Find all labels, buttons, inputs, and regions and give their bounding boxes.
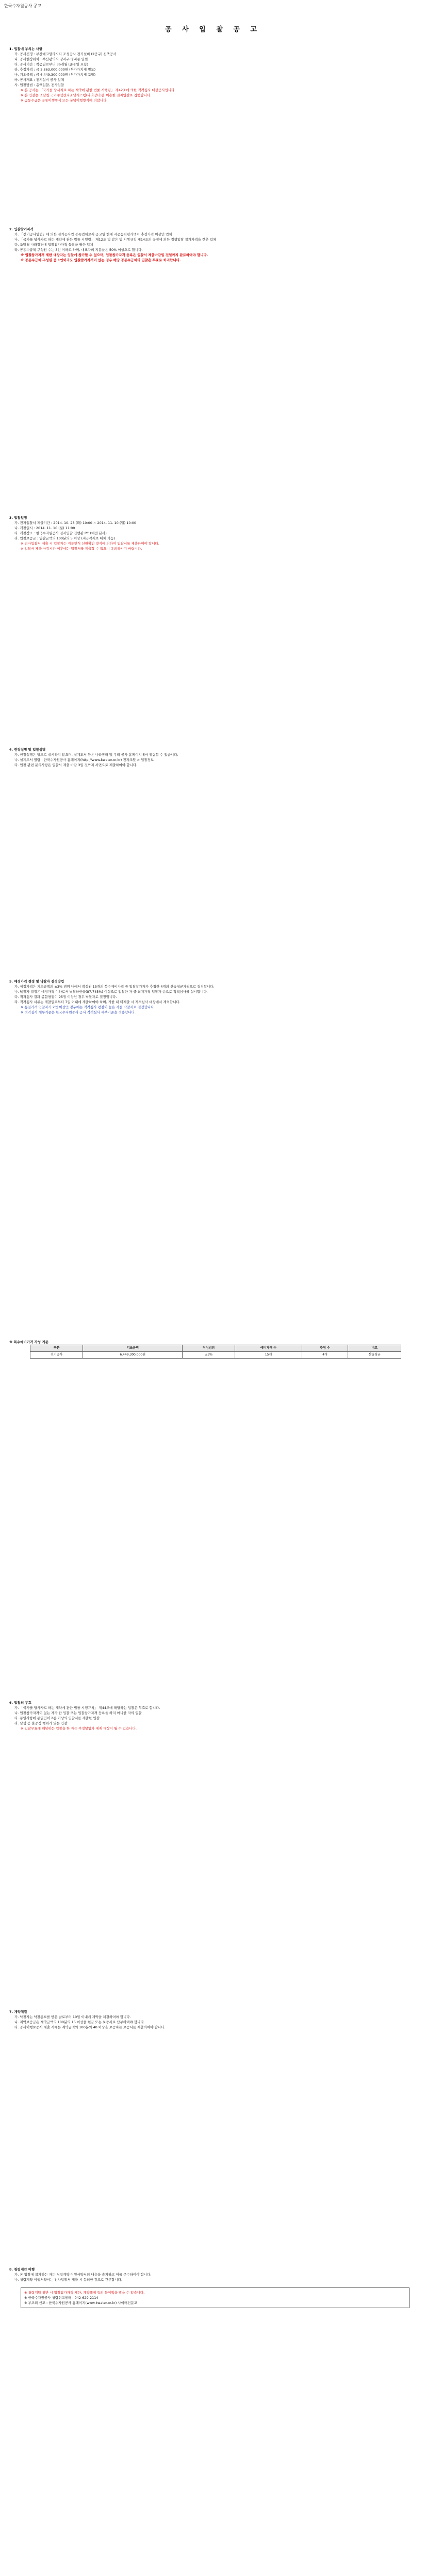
- section-heading: 7. 계약체결: [9, 2010, 27, 2014]
- section-4: [9, 747, 422, 768]
- note-line: ※ 공동수급체 구성원 중 1인이라도 입찰참가자격이 없는 경우 해당 공동수급체의 입찰은 무효로 처리합니다.: [21, 258, 181, 262]
- note-line: ※ 동일가격 입찰자가 2인 이상인 경우에는 적격심사 평점이 높은 자를 낙찰자로 결정합니다.: [21, 1005, 155, 1009]
- section-8: [9, 2267, 422, 2282]
- integrity-box: [21, 2287, 409, 2308]
- note-line: ※ 입찰서 제출 마감시간 이후에는 입찰서를 제출할 수 없으니 유의하시기 바랍니다.: [21, 547, 142, 551]
- note-line: ※ 전자입찰서 제출 시 입찰자는 지문인식 신원확인 방식에 의하여 입찰서를 제출하여야 합니다.: [21, 541, 159, 546]
- section-line: 가. 현장설명은 별도로 실시하지 않으며, 설계도서 등은 나라장터 및 우리 공사 홈페이지에서 열람할 수 있습니다.: [14, 753, 178, 757]
- section-heading: 3. 입찰일정: [9, 516, 27, 520]
- table-header-cell: 구분: [30, 1345, 83, 1352]
- org-line: 한국수자원공사 공고: [4, 4, 42, 8]
- table-header-cell: 기초금액: [83, 1345, 182, 1352]
- note-line: ※ 입찰무효에 해당하는 입찰을 한 자는 부정당업자 제재 대상이 될 수 있습니다.: [21, 1726, 137, 1731]
- section-line: 나. 입찰참가자격이 없는 자가 한 입찰 또는 입찰참가자격 등록을 하지 아니한 자의 입찰: [14, 1711, 142, 1715]
- section-line: 라. 추정가격 : 금 5,863,000,000원 (부가가치세 별도): [14, 67, 96, 72]
- notice-title: 공 사 입 찰 공 고: [165, 26, 261, 33]
- section-line: 다. 적격심사 결과 종합평점이 95점 이상인 경우 낙찰자로 결정합니다.: [14, 995, 117, 999]
- table-cell: 15개: [235, 1352, 302, 1359]
- section-1: [9, 46, 422, 103]
- section-heading: 6. 입찰의 무효: [9, 1701, 31, 1705]
- section-5: [9, 979, 422, 1015]
- table-header-cell: 작성범위: [182, 1345, 235, 1352]
- note-line: ※ 공동수급은 공동이행방식 또는 분담이행방식에 의합니다.: [21, 98, 108, 103]
- table-header-cell: 추첨 수: [302, 1345, 348, 1352]
- section-line: 가. 낙찰자는 낙찰통보를 받은 날로부터 10일 이내에 계약을 체결하여야 합니다.: [14, 2015, 131, 2019]
- table-caption: ※ 복수예비가격 작성 기준: [9, 1340, 48, 1344]
- estimate-table: [30, 1345, 401, 1359]
- section-line: 바. 공사개요 : 전기설비 공사 일체: [14, 78, 64, 82]
- section-line: 라. 적격심사 서류는 개찰일로부터 7일 이내에 제출하여야 하며, 기한 내 미제출 시 적격심사 대상에서 제외합니다.: [14, 1000, 181, 1004]
- section-line: 가. 「전기공사업법」에 의한 전기공사업 등록업체로서 공고일 현재 시공능력평가액이 추정가격 이상인 업체: [14, 232, 172, 236]
- note-line: ※ 본 공사는 「국가를 당사자로 하는 계약에 관한 법률 시행령」 제42조에 의한 적격심사 대상공사입니다.: [21, 88, 176, 92]
- note-line: ※ 적격심사 세부기준은 한국수자원공사 공사 적격심사 세부기준을 적용합니다.: [21, 1010, 136, 1014]
- section-line: 가. 예정가격은 기초금액의 ±3% 범위 내에서 작성된 15개의 복수예비가격 중 입찰참가자가 추첨한 4개의 산술평균가격으로 결정합니다.: [14, 985, 215, 989]
- section-line: 가. 전자입찰서 제출기간 : 2014. 10. 28.(화) 10:00 ~ 2014. 11. 10.(월) 10:00: [14, 521, 137, 525]
- table-header-row: [30, 1345, 401, 1352]
- box-line: ※ 청렴계약 위반 시 입찰참가자격 제한, 계약해제 등의 불이익을 받을 수 있습니다.: [24, 2291, 145, 2295]
- note-line: ※ 본 입찰은 조달청 국가종합전자조달시스템(나라장터)을 이용한 전자입찰로 집행합니다.: [21, 93, 152, 97]
- section-2: [9, 227, 422, 263]
- section-7: [9, 2009, 422, 2030]
- section-line: 다. 개찰장소 : 한국수자원공사 전자입찰 집행관 PC (대전 본사): [14, 531, 107, 535]
- table-cell: 전기공사: [30, 1352, 83, 1359]
- section-line: 가. 「국가를 당사자로 하는 계약에 관한 법률 시행규칙」 제44조에 해당하는 입찰은 무효로 합니다.: [14, 1706, 160, 1710]
- note-line: ※ 입찰참가자격 제한 대상자는 입찰에 참가할 수 없으며, 입찰참가자격 등록은 입찰서 제출마감일 전일까지 완료하여야 합니다.: [21, 253, 208, 257]
- section-line: 나. 청렴계약 이행서약서는 전자입찰서 제출 시 동의한 것으로 간주합니다.: [14, 2278, 123, 2282]
- section-6: [9, 1700, 422, 1731]
- section-heading: 2. 입찰참가자격: [9, 227, 34, 231]
- table-cell: 6,449,300,000원: [83, 1352, 182, 1359]
- section-heading: 5. 예정가격 결정 및 낙찰자 결정방법: [9, 979, 64, 984]
- section-line: 다. 공사이행보증서 제출 시에는 계약금액의 100분의 40 이상을 보증하는 보증서를 제출하여야 합니다.: [14, 2025, 166, 2029]
- section-line: 라. 담합 등 불공정 행위가 있는 입찰: [14, 1721, 68, 1725]
- section-heading: 1. 입찰에 부치는 사항: [9, 47, 43, 51]
- section-line: 마. 기초금액 : 금 6,449,300,000원 (부가가치세 포함): [14, 73, 96, 77]
- section-line: 나. 설계도서 열람 : 한국수자원공사 홈페이지(http://www.kwater.or.kr) 전자조달 > 입찰정보: [14, 758, 154, 762]
- section-line: 가. 공사건명 : 부산에코델타시티 조성공사 전기설비 (2공구) 신축공사: [14, 52, 117, 56]
- section-line: 다. 동일사항에 동일인이 2통 이상의 입찰서를 제출한 입찰: [14, 1716, 100, 1720]
- box-line: ※ 한국수자원공사 청렴신고센터 : 042-629-2114: [24, 2296, 99, 2300]
- table-cell: 산술평균: [348, 1352, 401, 1359]
- section-line: 다. 공사기간 : 착공일로부터 36개월 (준공일 포함): [14, 62, 89, 66]
- section-line: 라. 입찰보증금 : 입찰금액의 100분의 5 이상 (지급각서로 대체 가능): [14, 536, 116, 540]
- section-line: 나. 낙찰자 결정은 예정가격 이하로서 낙찰하한율(87.745%) 이상으로 입찰한 자 중 최저가격 입찰자 순으로 적격심사를 실시합니다.: [14, 990, 208, 994]
- table-row: [30, 1352, 401, 1359]
- section-line: 나. 계약보증금은 계약금액의 100분의 15 이상을 현금 또는 보증서로 납부하여야 합니다.: [14, 2020, 145, 2024]
- section-line: 사. 입찰방법 : 총액입찰, 전자입찰: [14, 83, 64, 87]
- section-3: [9, 515, 422, 551]
- table-header-cell: 예비가격 수: [235, 1345, 302, 1352]
- section-line: 라. 공동수급체 구성원 수는 3인 이하로 하며, 대표자의 지분율은 50% 이상으로 합니다.: [14, 248, 143, 252]
- section-line: 나. 개찰일시 : 2014. 11. 10.(월) 11:00: [14, 526, 75, 530]
- section-heading: 4. 현장설명 및 입찰설명: [9, 748, 46, 752]
- section-line: 나. 「국가를 당사자로 하는 계약에 관한 법률 시행령」 제12조 및 같은 법 시행규칙 제14조의 규정에 의한 경쟁입찰 참가자격을 갖춘 업체: [14, 238, 217, 242]
- estimate-table-block: [9, 1340, 422, 1359]
- table-header-cell: 비고: [348, 1345, 401, 1352]
- box-line: ※ 부조리 신고 : 한국수자원공사 홈페이지(www.kwater.or.kr) 사이버신문고: [24, 2301, 137, 2305]
- section-line: 다. 조달청 나라장터에 입찰참가자격 등록을 필한 업체: [14, 243, 93, 247]
- table-cell: ±3%: [182, 1352, 235, 1359]
- section-line: 나. 공사현장위치 : 부산광역시 강서구 명지동 일원: [14, 57, 88, 61]
- section-line: 가. 본 입찰에 참가하는 자는 청렴계약 이행서약서의 내용을 숙지하고 이를 준수하여야 합니다.: [14, 2273, 152, 2277]
- section-line: 다. 입찰 관련 문의사항은 입찰서 제출 마감 3일 전까지 서면으로 제출하여야 합니다.: [14, 763, 138, 767]
- section-heading: 8. 청렴계약 이행: [9, 2267, 35, 2272]
- table-cell: 4개: [302, 1352, 348, 1359]
